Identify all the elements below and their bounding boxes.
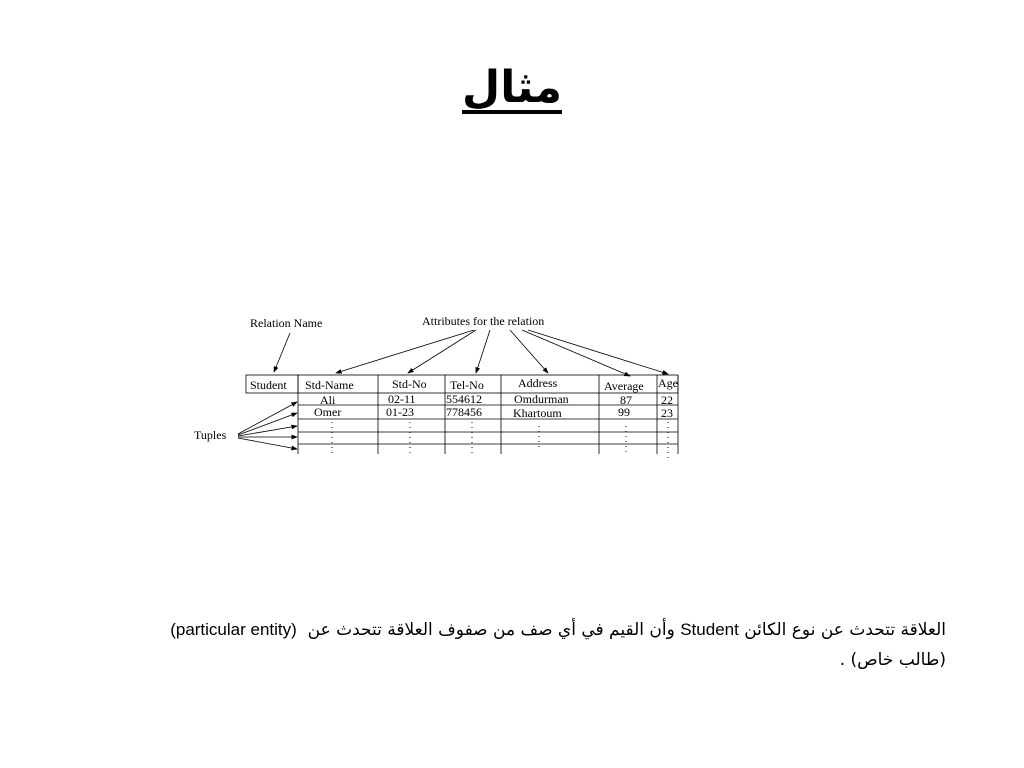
entity-name: Student (680, 620, 739, 639)
table-cell: Ali (320, 393, 336, 407)
tuple-arrow (238, 438, 297, 449)
slide-title: مثال (462, 62, 562, 113)
table-cell: 87 (620, 393, 632, 407)
attribute-arrows (336, 330, 668, 376)
relation-name-label: Relation Name (250, 316, 323, 330)
explanation-paragraph (70, 615, 946, 675)
entity-term: (particular entity) (170, 620, 297, 639)
tuple-arrow (238, 426, 297, 436)
column-header: Tel-No (450, 378, 484, 392)
column-header: Std-No (392, 377, 427, 391)
explanation-line-2: (طالب خاص) . (839, 650, 946, 670)
explanation-text: العلاقة تتحدث عن نوع الكائن (744, 620, 946, 640)
table-cell: Omdurman (514, 392, 569, 406)
table-cell: 22 (661, 393, 673, 407)
relation-name-cell: Student (250, 378, 287, 392)
table-cell: 23 (661, 406, 673, 420)
table-cell: 02-11 (388, 392, 416, 406)
attribute-arrow (336, 330, 474, 373)
table-cell: 778456 (446, 405, 482, 419)
table-row (314, 405, 673, 420)
table-cell: 99 (618, 405, 630, 419)
column-header: Std-Name (305, 378, 354, 392)
column-header: Age (658, 376, 678, 390)
tuples-label: Tuples (194, 428, 227, 442)
tuple-arrow (238, 413, 297, 435)
relation-diagram (188, 308, 688, 464)
relation-name-arrow (274, 333, 290, 372)
table-cell: Omer (314, 405, 342, 419)
table-cell: Khartoum (513, 406, 562, 420)
table-cell: 01-23 (386, 405, 414, 419)
ellipsis-dots (332, 422, 668, 460)
attribute-arrow (476, 330, 490, 373)
attribute-arrow (408, 330, 476, 373)
attributes-label: Attributes for the relation (422, 314, 545, 328)
attribute-arrow (522, 330, 630, 376)
explanation-line-1 (70, 615, 946, 645)
tuple-arrows (238, 402, 297, 449)
table-header (305, 376, 678, 393)
attribute-arrow (528, 330, 668, 374)
explanation-text: وأن القيم في أي صف من صفوف العلاقة تتحدث عن (307, 620, 675, 640)
column-header: Average (604, 379, 644, 393)
table-cell: 554612 (446, 392, 482, 406)
attribute-arrow (510, 330, 548, 373)
column-header: Address (518, 376, 558, 390)
tuple-arrow (238, 402, 297, 434)
relation-diagram-svg (188, 308, 688, 464)
